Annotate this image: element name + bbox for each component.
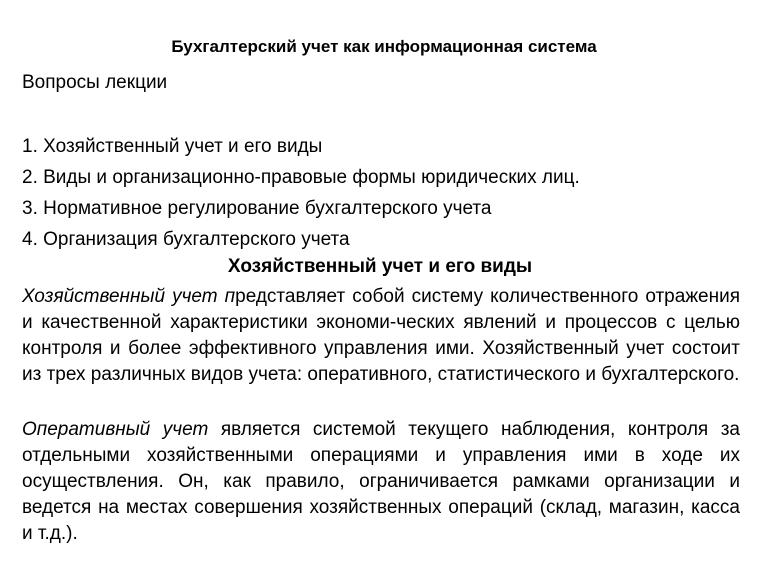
page-title: Бухгалтерский учет как информационная система	[171, 37, 597, 56]
paragraph-text: является системой текущего наблюдения, контроля за отдельными хозяйственными операциями и управления ими в ходе их осуществления. Он, как правило, ограничивается рамками организации и ведется на местах совершения хозяйственных операций (склад, магазин, касса и т.д.).	[22, 419, 741, 544]
list-item: 2. Виды и организационно-правовые формы юридических лиц.	[22, 167, 580, 188]
section-heading: Хозяйственный учет и его виды	[227, 256, 533, 277]
paragraph-economic-accounting	[22, 284, 740, 388]
list-item: 3. Нормативное регулирование бухгалтерского учета	[22, 198, 492, 219]
lecture-questions-heading: Вопросы лекции	[22, 72, 168, 93]
paragraph-operational-accounting	[22, 417, 740, 547]
term-operational-accounting: Оперативный учет	[22, 419, 209, 440]
list-item: 1. Хозяйственный учет и его виды	[22, 136, 323, 157]
term-economic-accounting: Хозяйственный учет п	[22, 286, 236, 307]
questions-list	[22, 131, 580, 255]
paragraph-text: редставляет собой систему количественного отражения и качественной характеристики экономи-ческих явлений и процессов с целью контроля и более эффективного управления ими. Хозяйственный учет состоит из трех различных видов учета: оперативного, статистического и бухгалтерского.	[22, 286, 740, 385]
list-item: 4. Организация бухгалтерского учета	[22, 229, 350, 250]
